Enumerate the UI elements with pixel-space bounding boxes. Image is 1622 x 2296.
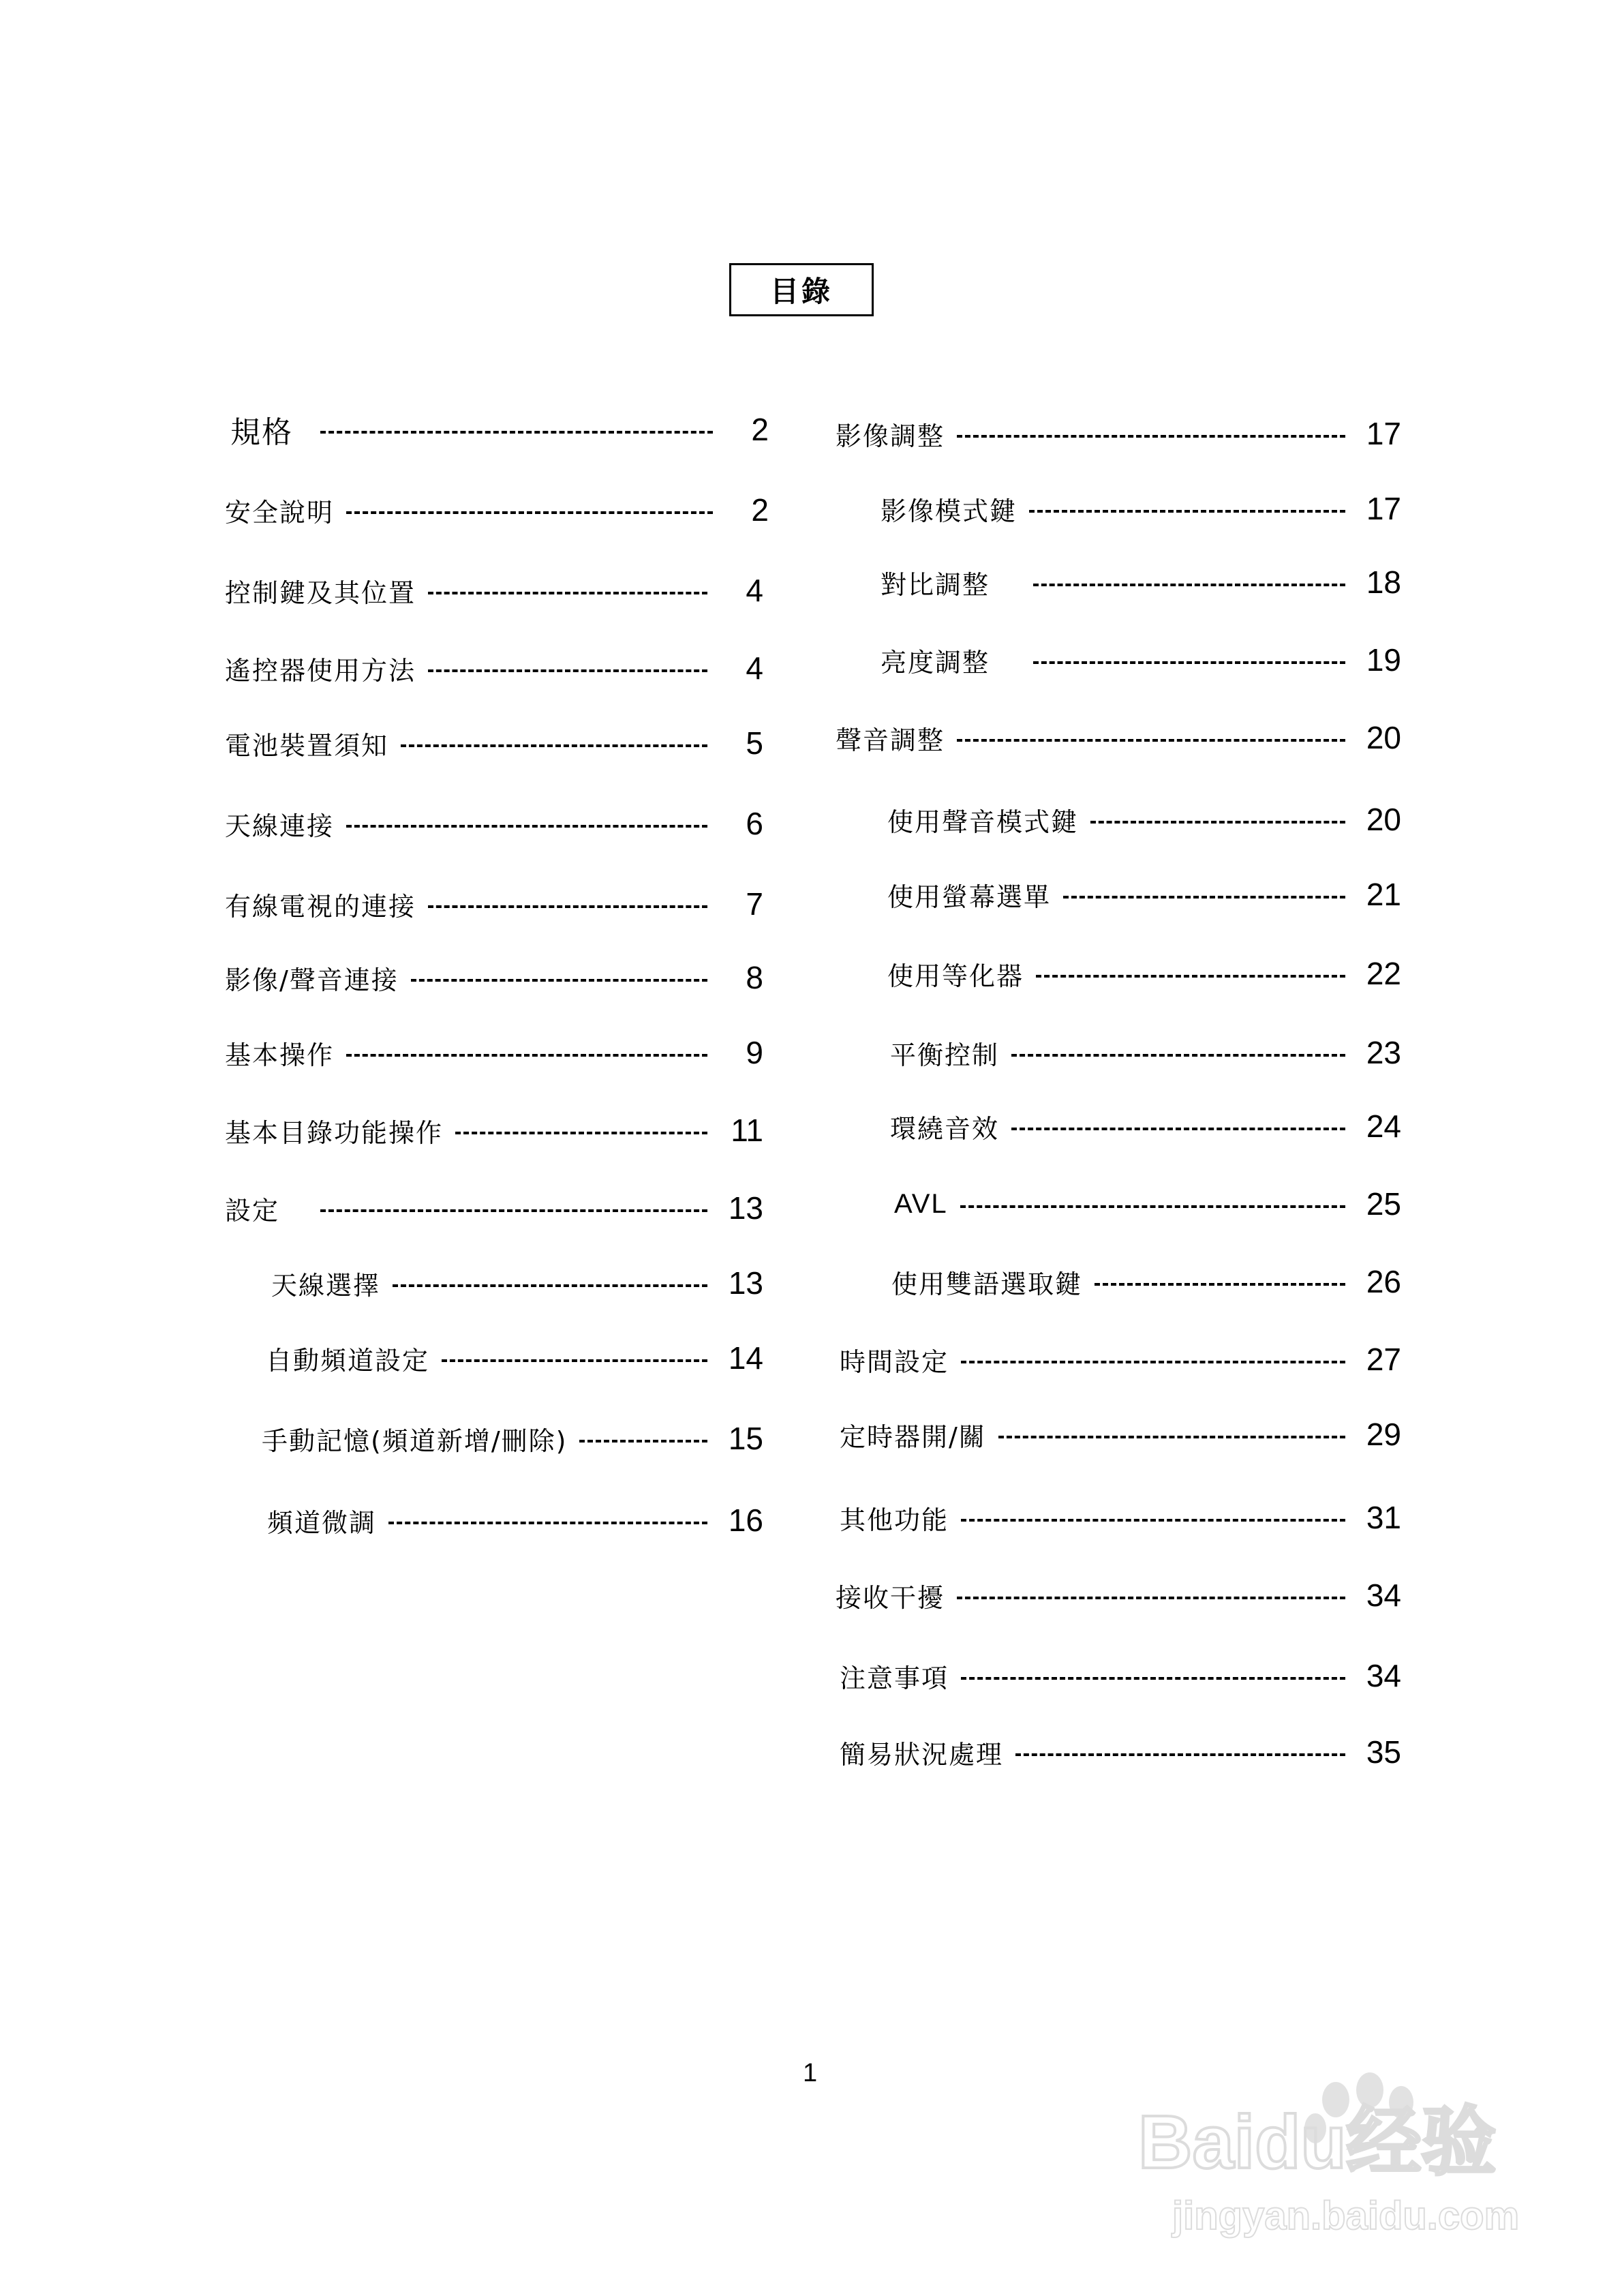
toc-entry-label: 影像模式鍵 [881,496,1017,526]
toc-entry-page: 4 [746,650,763,686]
toc-entry-label: 亮度調整 [881,647,990,678]
toc-entry-page: 5 [746,725,763,761]
toc-entry [266,1338,763,1378]
toc-entry [836,717,1401,758]
toc-leader [957,435,1345,438]
toc-entry-page: 21 [1366,877,1401,912]
toc-entry-label: 安全說明 [225,497,335,528]
toc-entry-label: 影像調整 [836,421,945,451]
toc-entry [225,570,763,611]
toc-entry [225,957,763,998]
toc-entry-page: 18 [1366,564,1401,600]
toc-entry [887,799,1401,840]
toc-entry-page: 24 [1366,1108,1401,1144]
toc-leader [1011,1128,1345,1130]
toc-entry-label: 使用雙語選取鍵 [891,1269,1083,1299]
toc-entry [881,562,1401,603]
toc-leader [579,1440,707,1442]
toc-entry-label: 有線電視的連接 [225,891,416,922]
toc-entry-label: 控制鍵及其位置 [225,577,416,608]
toc-entry-label: 遙控器使用方法 [225,655,416,686]
toc-entry-label: 規格 [230,415,293,450]
toc-entry [225,1188,763,1228]
toc-entry [881,639,1401,680]
toc-leader [320,431,713,434]
toc-leader [388,1522,707,1524]
toc-entry [887,953,1401,994]
toc-entry [225,723,763,764]
toc-entry-page: 35 [1366,1734,1401,1770]
toc-entry-page: 4 [746,573,763,608]
toc-entry-page: 20 [1366,720,1401,755]
watermark-url: jingyan.baidu.com [1172,2194,1520,2238]
toc-entry [225,489,769,530]
toc-entry-page: 13 [728,1190,763,1226]
toc-entry [887,874,1401,915]
toc-entry [890,1106,1401,1147]
toc-leader [411,979,707,982]
toc-entry [836,413,1401,454]
toc-entry-page: 2 [751,412,769,447]
toc-entry-page: 7 [746,886,763,922]
toc-entry-label: 頻道微調 [267,1507,377,1538]
toc-leader [961,1519,1345,1522]
toc-entry [230,409,769,450]
toc-entry [271,1263,763,1303]
toc-entry-page: 20 [1366,802,1401,837]
toc-leader [1090,821,1345,824]
toc-entry-label: 對比調整 [881,569,990,600]
toc-entry [890,1032,1401,1073]
toc-entry-label: 定時器開/關 [840,1421,986,1452]
toc-entry-page: 19 [1366,642,1401,678]
toc-leader [1033,661,1345,664]
toc-entry-label: 接收干擾 [836,1582,945,1613]
toc-entry [225,1032,763,1073]
toc-title: 目錄 [729,263,874,316]
toc-entry-page: 23 [1366,1035,1401,1070]
toc-leader [1029,510,1345,513]
toc-entry-page: 13 [728,1265,763,1301]
toc-leader [428,592,707,594]
toc-entry-label: 環繞音效 [890,1113,1000,1144]
toc-entry-label: 自動頻道設定 [266,1345,430,1376]
toc-entry-page: 29 [1366,1417,1401,1452]
watermark-brand: Baidu经验 [1138,2100,1497,2184]
toc-entry-label: 基本目錄功能操作 [225,1117,444,1148]
toc-entry [891,1261,1401,1302]
toc-leader [428,905,707,908]
toc-entry-page: 11 [731,1113,763,1148]
toc-entry [881,488,1401,529]
toc-entry-page: 27 [1366,1342,1401,1377]
toc-leader [960,1205,1345,1208]
toc-entry-label: 時間設定 [840,1346,949,1377]
page-number: 1 [803,2059,818,2087]
toc-entry-label: 注意事項 [840,1663,949,1693]
toc-entry-page: 9 [746,1035,763,1070]
baidu-jingyan-watermark [1138,2072,1574,2243]
toc-entry-page: 17 [1366,416,1401,451]
toc-entry-label: 設定 [225,1195,280,1226]
toc-leader [442,1359,707,1362]
toc-leader [1063,896,1345,898]
toc-leader [346,511,713,514]
toc-entry-page: 34 [1366,1658,1401,1693]
toc-entry-page: 16 [728,1502,763,1538]
toc-leader [393,1284,707,1287]
toc-entry-page: 34 [1366,1577,1401,1613]
toc-entry [225,648,763,689]
toc-leader [346,825,707,828]
toc-entry-page: 6 [746,806,763,841]
toc-leader [428,669,707,672]
toc-entry [225,1110,763,1151]
toc-leader [320,1209,707,1212]
toc-entry-page: 8 [746,960,763,995]
toc-entry [267,1500,763,1541]
toc-entry-page: 26 [1366,1264,1401,1299]
toc-entry [894,1183,1401,1224]
toc-entry-page: 15 [728,1421,763,1456]
toc-leader [957,1597,1345,1599]
toc-entry [836,1575,1401,1616]
toc-entry [840,1339,1401,1380]
toc-entry-label: AVL [894,1188,948,1219]
toc-entry-label: 使用等化器 [887,961,1024,991]
toc-entry [840,1414,1401,1455]
toc-entry-label: 電池裝置須知 [225,730,389,761]
toc-entry-label: 手動記憶(頻道新增/刪除) [262,1425,568,1456]
toc-entry-page: 17 [1366,491,1401,526]
toc-entry-page: 14 [728,1340,763,1376]
toc-entry-label: 天線連接 [225,811,335,841]
toc-entry-page: 25 [1366,1186,1401,1222]
toc-leader [961,1361,1345,1363]
toc-entry [225,883,763,924]
toc-leader [1036,975,1345,978]
toc-entry-label: 天線選擇 [271,1270,381,1301]
toc-entry [840,1655,1401,1696]
toc-entry-label: 使用聲音模式鍵 [887,806,1079,837]
toc-leader [998,1436,1345,1438]
toc-entry [840,1732,1401,1772]
toc-leader [961,1677,1345,1680]
toc-entry-label: 其他功能 [840,1505,949,1535]
toc-entry [840,1497,1401,1538]
toc-entry-page: 31 [1366,1500,1401,1535]
toc-entry-label: 平衡控制 [890,1040,1000,1070]
toc-entry-page: 2 [751,492,769,528]
toc-entry-page: 22 [1366,956,1401,991]
toc-entry-label: 簡易狀況處理 [840,1739,1004,1770]
toc-leader [957,739,1345,742]
toc-entry-label: 使用螢幕選單 [887,881,1052,912]
toc-leader [455,1132,707,1134]
toc-leader [346,1054,707,1057]
toc-entry-label: 聲音調整 [836,725,945,755]
toc-leader [1011,1054,1345,1057]
toc-leader [1095,1283,1345,1286]
toc-leader [1033,584,1345,586]
toc-entry-label: 基本操作 [225,1040,335,1070]
toc-leader [1015,1753,1345,1756]
toc-entry [262,1418,763,1459]
toc-leader [401,744,707,747]
toc-entry-label: 影像/聲音連接 [225,965,399,995]
toc-entry [225,803,763,844]
